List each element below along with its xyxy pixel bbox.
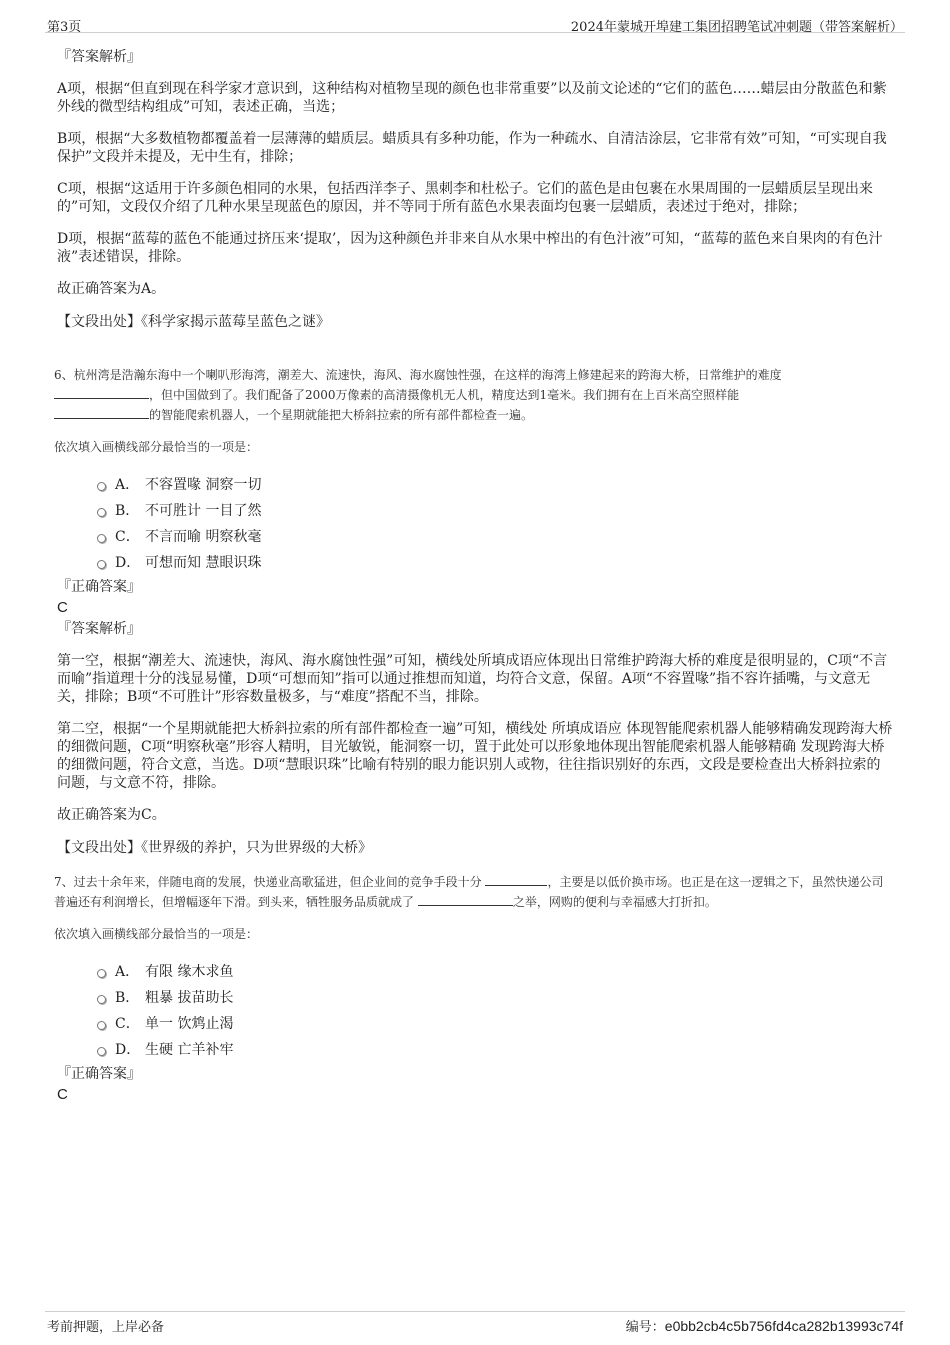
analysis-paragraph-2: 第二空，根据“一个星期就能把大桥斜拉索的所有部件都检查一遍”可知，横线处 所填成语应 体现智能爬索机器人能够精确发现跨海大桥的细微问题，C项“明察秋毫”形容人精明，目光敏锐，能洞察一切，置于此处可以形象地体现出智能爬索机器人能够精确 发现跨海大桥的细微问题，符合文意，当选。D项“慧眼识珠”比喻有特别的眼力能识别人或物，往往指识别好的东西，文段是要检查出大桥斜拉索的问题，与文意不符，排除。 (57, 721, 893, 791)
option-c[interactable]: C． 单一 饮鸩止渴 (57, 1011, 893, 1037)
analysis-paragraph-b: B项，根据“大多数植物都覆盖着一层薄薄的蜡质层。蜡质具有多种功能，作为一种疏水、自清洁涂层，它非常有效”可知，“可实现自我保护”文段并未提及，无中生有，排除； (57, 131, 887, 165)
radio-button[interactable] (97, 482, 106, 491)
option-d[interactable]: D． 可想而知 慧眼识珠 (57, 550, 893, 576)
analysis-paragraph-a: A项，根据“但直到现在科学家才意识到，这种结构对植物呈现的颜色也非常重要”以及前文论述的“它们的蓝色……蜡层由分散蓝色和紫外线的微型结构组成”可知，表述正确，当选； (57, 81, 887, 115)
analysis-paragraph-d: D项，根据“蓝莓的蓝色不能通过挤压来‘提取’，因为这种颜色并非来自从水果中榨出的有色汁液”可知，“蓝莓的蓝色来自果肉的有色汁液”表述错误，排除。 (57, 231, 883, 265)
fill-blank (485, 873, 547, 886)
correct-answer: C (57, 599, 68, 616)
correct-answer-heading: 『正确答案』 (57, 1066, 141, 1082)
document-serial (626, 1316, 903, 1335)
option-a[interactable]: A． 有限 缘木求鱼 (57, 959, 893, 985)
analysis-heading: 『答案解析』 (57, 621, 141, 637)
question-7-text: 7、过去十余年来，伴随电商的发展，快递业高歌猛进，但企业间的竞争手段十分 ，主要是以低价换市场。也正是在这一逻辑之下，虽然快递公司普遍还有利润增长，但增幅逐年下滑。到头来，牺牲服务品质就成了 之举，网购的便利与幸福感大打折扣。 (54, 875, 884, 909)
analysis-paragraph-c: C项，根据“这适用于许多颜色相同的水果，包括西洋李子、黑刺李和杜松子。它们的蓝色是由包裹在水果周围的一层蜡质层呈现出来的”可知，文段仅介绍了几种水果呈现蓝色的原因，并不等同于所有蓝色水果表面均包裹一层蜡质，表述过于绝对，排除； (57, 181, 873, 215)
option-a[interactable]: A． 不容置喙 洞察一切 (57, 472, 893, 498)
analysis-conclusion: 故正确答案为A。 (57, 281, 166, 297)
correct-answer-heading: 『正确答案』 (57, 579, 141, 595)
page-header (45, 12, 905, 33)
correct-answer: C (57, 1086, 68, 1103)
radio-button[interactable] (97, 560, 106, 569)
fill-blank (54, 386, 149, 399)
page-number: 第3页 (47, 20, 82, 35)
page-content (54, 46, 893, 1105)
question-6-prompt: 依次填入画横线部分最恰当的一项是： (54, 440, 259, 454)
analysis-paragraph-1: 第一空，根据“潮差大、流速快，海风、海水腐蚀性强”可知，横线处所填成语应体现出日常维护跨海大桥的难度是很明显的，C项“不言而喻”指道理十分的浅显易懂，D项“可想而知”指可以通过推想而知道，均符合文意，保留。A项“不容置喙”指不容许插嘴，与文意无关，排除；B项“不可胜计”形容数量极多，与“难度”搭配不当，排除。 (57, 653, 888, 705)
analysis-conclusion: 故正确答案为C。 (57, 807, 166, 823)
option-b[interactable]: B． 粗暴 拔苗助长 (57, 985, 893, 1011)
question-6-options (57, 472, 893, 576)
question-7-prompt: 依次填入画横线部分最恰当的一项是： (54, 927, 259, 941)
option-c[interactable]: C． 不言而喻 明察秋毫 (57, 524, 893, 550)
question-7-options (57, 959, 893, 1063)
option-d[interactable]: D． 生硬 亡羊补牢 (57, 1037, 893, 1063)
radio-button[interactable] (97, 534, 106, 543)
serial-number: e0bb2cb4c5b756fd4ca282b13993c74f (664, 1318, 903, 1334)
fill-blank (418, 893, 513, 906)
radio-button[interactable] (97, 995, 106, 1004)
question-6-text: 6、杭州湾是浩瀚东海中一个喇叭形海湾，潮差大、流速快，海风、海水腐蚀性强，在这样的海湾上修建起来的跨海大桥，日常维护的难度 ，但中国做到了。我们配备了2000万像素的高清摄像机无人机，精度达到1毫米。我们拥有在上百米高空照样能 的智能爬索机器人，一个星期就能把大桥斜拉索的所有部件都检查一遍。 (54, 368, 782, 422)
serial-label: 编号： (625, 1320, 665, 1335)
radio-button[interactable] (97, 1047, 106, 1056)
radio-button[interactable] (97, 969, 106, 978)
document-title: 2024年蒙城开埠建工集团招聘笔试冲刺题（带答案解析） (570, 20, 903, 35)
radio-button[interactable] (97, 1021, 106, 1030)
page-footer (45, 1311, 905, 1334)
passage-source: 【文段出处】《世界级的养护，只为世界级的大桥》 (57, 840, 372, 856)
fill-blank (54, 406, 149, 419)
passage-source: 【文段出处】《科学家揭示蓝莓呈蓝色之谜》 (57, 314, 330, 330)
option-b[interactable]: B． 不可胜计 一目了然 (57, 498, 893, 524)
radio-button[interactable] (97, 508, 106, 517)
footer-motto: 考前押题，上岸必备 (47, 1320, 165, 1335)
analysis-heading: 『答案解析』 (57, 49, 141, 65)
